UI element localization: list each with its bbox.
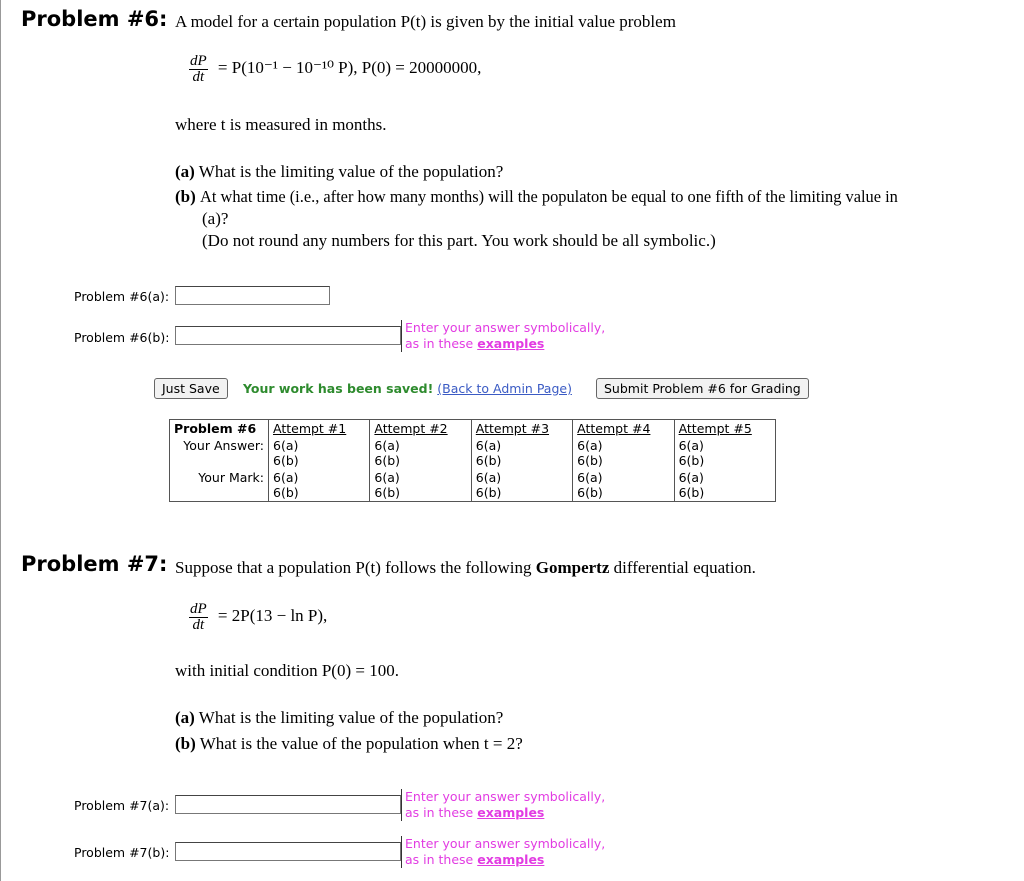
problem-6-equation-rhs: = P(10⁻¹ − 10⁻¹⁰ P), P(0) = 20000000,: [217, 58, 482, 78]
just-save-button[interactable]: Just Save: [154, 378, 228, 399]
saved-message: Your work has been saved!: [243, 381, 434, 396]
problem-7b-label: Problem #7(b):: [74, 845, 170, 860]
problem-7-equation: [189, 602, 327, 633]
problem-6-fraction: [189, 54, 208, 85]
problem-7a-label: Problem #7(a):: [74, 798, 170, 813]
problem-7-part-a-label: (a): [175, 708, 195, 727]
problem-7-part-b-text: What is the value of the population when t = 2?: [199, 734, 523, 753]
problem-6-part-b-label: (b): [175, 187, 196, 206]
submit-problem-6-button[interactable]: Submit Problem #6 for Grading: [596, 378, 809, 399]
problem-6-equation: [189, 54, 481, 85]
attempt-5-header: [674, 420, 775, 438]
answer-row-label: Your Answer:: [183, 438, 264, 453]
problem-6-part-a: [175, 162, 503, 182]
problem-6a-label: Problem #6(a):: [74, 289, 170, 304]
mark-cell: 6(a) 6(b): [674, 469, 775, 502]
problem-6-heading: Problem #6:: [21, 7, 168, 31]
answer-cell: 6(a) 6(b): [573, 437, 674, 469]
attempt-1-header: [269, 420, 370, 438]
problem-7-part-a: [175, 708, 503, 728]
answer-row: [170, 437, 776, 469]
examples-link[interactable]: examples: [477, 852, 545, 867]
problem-6b-input[interactable]: [175, 326, 401, 345]
problem-6-part-b: [175, 187, 898, 207]
attempt-5-link[interactable]: Attempt #5: [678, 421, 752, 436]
mark-cell: 6(a) 6(b): [573, 469, 674, 502]
save-status: [243, 381, 572, 396]
problem-6-fraction-numerator: dP: [190, 53, 207, 69]
problem-7-fraction-denominator: dt: [192, 617, 205, 633]
mark-cell: 6(a) 6(b): [269, 469, 370, 502]
answer-cell: 6(a) 6(b): [370, 437, 471, 469]
problem-6-intro: A model for a certain population P(t) is given by the initial value problem: [175, 12, 676, 31]
mark-row-label: Your Mark:: [198, 470, 264, 485]
answer-cell: 6(a) 6(b): [269, 437, 370, 469]
attempt-4-header: [573, 420, 674, 438]
problem-6-part-b-line2: (a)?: [202, 209, 229, 228]
hint-line-2: [405, 336, 605, 352]
problem-7-intro: Suppose that a population P(t) follows the following Gompertz differential equation.: [175, 558, 756, 577]
attempt-4-link[interactable]: Attempt #4: [577, 421, 651, 436]
examples-link[interactable]: examples: [477, 336, 545, 351]
problem-6b-hint: [401, 320, 605, 352]
problem-7b-hint: Enter your answer symbolically, as in these examples: [401, 836, 605, 868]
hint-line-1: Enter your answer symbolically,: [405, 320, 606, 335]
attempt-3-link[interactable]: Attempt #3: [475, 421, 550, 436]
answer-cell: 6(a) 6(b): [471, 437, 572, 469]
gompertz-term: Gompertz: [535, 558, 610, 577]
problem-7-fraction: [189, 602, 208, 633]
mark-row: [170, 469, 776, 502]
examples-link[interactable]: examples: [477, 805, 545, 820]
problem-7-heading: Problem #7:: [21, 552, 168, 576]
attempts-header-row: [170, 420, 776, 438]
attempt-2-link[interactable]: Attempt #2: [374, 421, 448, 436]
problem-6-part-b-note: (Do not round any numbers for this part. You work should be all symbolic.): [202, 231, 716, 250]
problem-7-part-b-label: (b): [175, 734, 196, 753]
attempt-2-header: [370, 420, 471, 438]
problem-6-part-b-text: At what time (i.e., after how many months) will the populaton be equal to one fifth of the limiting value in: [200, 187, 898, 206]
problem-7-initial: with initial condition P(0) = 100.: [175, 661, 399, 680]
problem-6-part-a-label: (a): [175, 162, 195, 181]
hint-text: as in these: [405, 336, 474, 351]
problem-6-where: where t is measured in months.: [175, 115, 387, 134]
problem-7-part-b: [175, 734, 523, 754]
problem-7-part-a-text: What is the limiting value of the population?: [198, 708, 504, 727]
problem-7a-hint: Enter your answer symbolically, as in these examples: [401, 789, 605, 821]
problem-6-part-a-text: What is the limiting value of the population?: [198, 162, 504, 181]
problem-6-fraction-denominator: dt: [192, 69, 205, 85]
problem-7-fraction-numerator: dP: [190, 601, 207, 617]
problem-7a-input[interactable]: [175, 795, 401, 814]
attempts-table: [169, 419, 776, 502]
back-to-admin-link[interactable]: (Back to Admin Page): [437, 381, 572, 396]
mark-cell: 6(a) 6(b): [471, 469, 572, 502]
problem-6b-label: Problem #6(b):: [74, 330, 170, 345]
attempts-corner: Problem #6: [174, 421, 257, 436]
attempt-1-link[interactable]: Attempt #1: [273, 421, 347, 436]
mark-cell: 6(a) 6(b): [370, 469, 471, 502]
problem-7b-input[interactable]: [175, 842, 401, 861]
problem-6a-input[interactable]: [175, 286, 330, 305]
answer-cell: 6(a) 6(b): [674, 437, 775, 469]
problem-7-equation-rhs: = 2P(13 − ln P),: [217, 606, 328, 626]
attempt-3-header: [471, 420, 572, 438]
